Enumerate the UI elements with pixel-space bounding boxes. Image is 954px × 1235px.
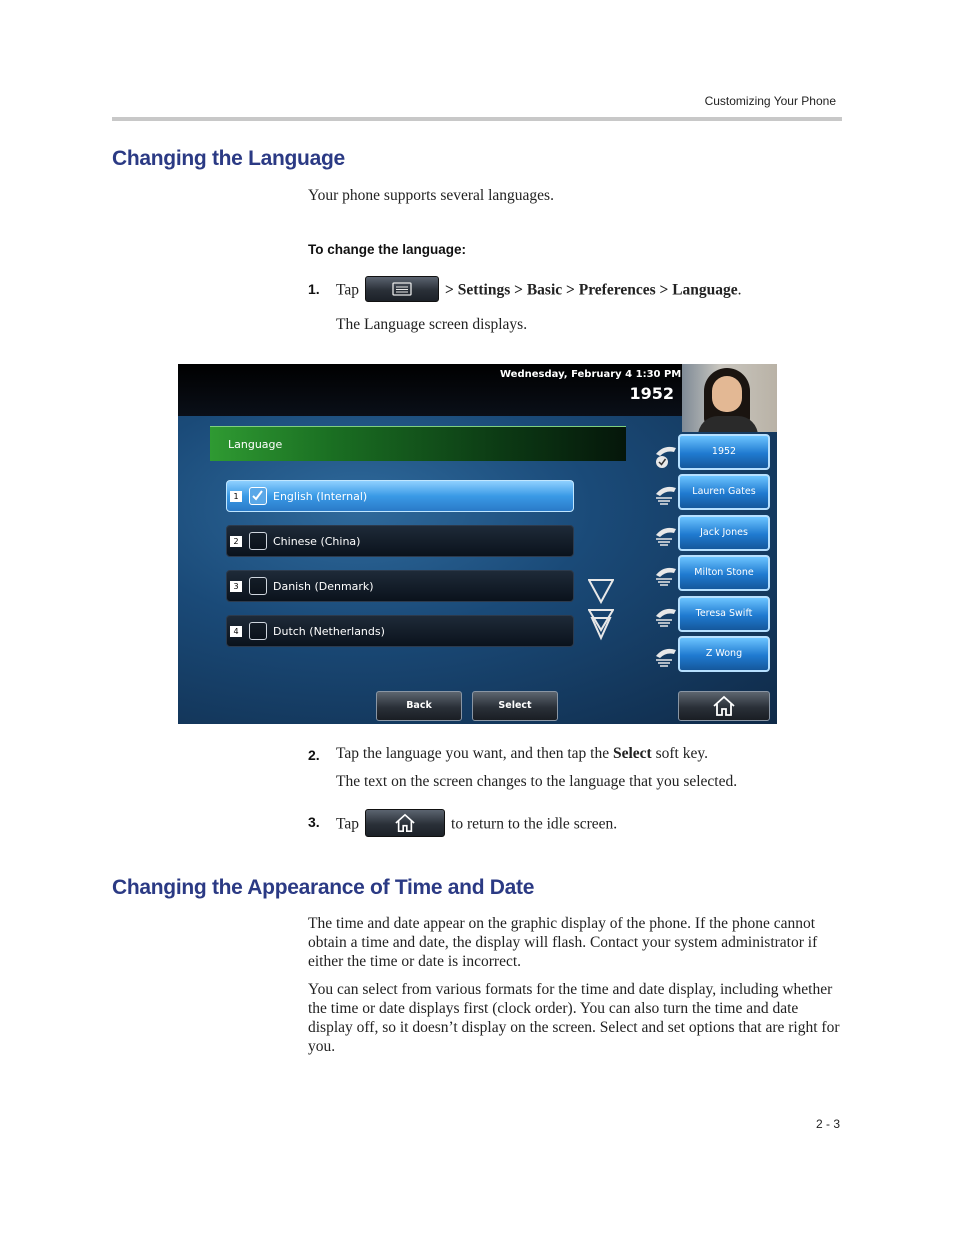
checkbox-checked[interactable] [249, 487, 267, 505]
step-1-path: > Settings > Basic > Preferences > Language [445, 281, 738, 299]
step-2-text [336, 745, 708, 763]
status-bar [178, 364, 682, 416]
step-3-text-after: to return to the idle screen. [451, 815, 618, 833]
check-icon [250, 488, 265, 503]
step-2-text-after: soft key. [655, 745, 708, 762]
step-1-text [336, 278, 742, 304]
step-3-tap: Tap [336, 815, 360, 833]
speed-dial-milton-stone[interactable]: Milton Stone [678, 555, 770, 591]
language-option-danish[interactable] [226, 570, 574, 602]
step-1-number: 1. [308, 281, 320, 297]
step-1-result: The Language screen displays. [336, 316, 528, 333]
step-2-text-before: Tap the language you want, and then tap the [336, 745, 610, 762]
step-2-select: Select [612, 745, 652, 762]
handset-registered-icon [654, 442, 678, 470]
page-number: 2 - 3 [815, 1117, 840, 1131]
section-title-time-date: Changing the Appearance of Time and Date [112, 876, 535, 899]
option-number: 1 [230, 491, 242, 502]
step-3-number: 3. [308, 814, 320, 830]
option-number: 3 [230, 581, 242, 592]
running-head: Customizing Your Phone [704, 94, 836, 108]
datetime: Wednesday, February 4 1:30 PM [500, 369, 682, 380]
line-key-1952[interactable]: 1952 [678, 434, 770, 470]
scroll-down-arrows-icon[interactable] [588, 578, 614, 642]
intro-text: Your phone supports several languages. [308, 187, 554, 204]
speed-dial-lauren-gates[interactable]: Lauren Gates [678, 474, 770, 510]
speed-dial-jack-jones[interactable]: Jack Jones [678, 515, 770, 551]
handset-icon [654, 563, 678, 587]
speed-dial-z-wong[interactable]: Z Wong [678, 636, 770, 672]
language-label: Danish (Denmark) [273, 580, 374, 593]
checkbox[interactable] [249, 532, 267, 550]
back-soft-key[interactable]: Back [376, 691, 462, 721]
step-1-tap: Tap [336, 281, 360, 299]
language-option-chinese[interactable] [226, 525, 574, 557]
section-title-language: Changing the Language [112, 147, 345, 170]
language-option-english[interactable] [226, 480, 574, 512]
screen-title: Language [228, 438, 283, 451]
language-label: Chinese (China) [273, 535, 361, 548]
language-screen-screenshot [178, 364, 777, 724]
language-label: English (Internal) [273, 490, 368, 503]
time-date-paragraph-1: The time and date appear on the graphic display of the phone. If the phone cannot obtain a time and date, the display will flash. Contact your system administrator if either the time or date is incorrect. [308, 915, 818, 970]
procedure-title: To change the language: [308, 242, 467, 257]
handset-icon [654, 523, 678, 547]
language-option-dutch[interactable] [226, 615, 574, 647]
menu-icon [392, 282, 412, 296]
screen-title-bar [210, 426, 626, 461]
extension-number: 1952 [629, 384, 674, 403]
checkbox[interactable] [249, 622, 267, 640]
menu-key-image [365, 276, 439, 302]
handset-icon [654, 604, 678, 628]
step-3-text [336, 811, 617, 839]
handset-icon [654, 644, 678, 668]
home-icon [394, 813, 416, 833]
time-date-paragraph-2: You can select from various formats for the time and date display, including whether the time or date displays first (clock order). You can also turn the time and date display off, so it doesn’t display on the screen. Select and set options that are right for you. [308, 981, 840, 1055]
header-rule [112, 117, 842, 121]
home-key-image [365, 809, 445, 837]
language-label: Dutch (Netherlands) [273, 625, 385, 638]
option-number: 4 [230, 626, 242, 637]
step-1-end: . [737, 281, 742, 299]
select-soft-key[interactable]: Select [472, 691, 558, 721]
user-photo [682, 364, 777, 432]
home-icon [712, 695, 736, 717]
checkbox[interactable] [249, 577, 267, 595]
home-key[interactable] [678, 691, 770, 721]
handset-icon [654, 482, 678, 506]
step-2-number: 2. [308, 747, 320, 763]
step-2-result: The text on the screen changes to the language that you selected. [336, 773, 738, 790]
speed-dial-teresa-swift[interactable]: Teresa Swift [678, 596, 770, 632]
option-number: 2 [230, 536, 242, 547]
